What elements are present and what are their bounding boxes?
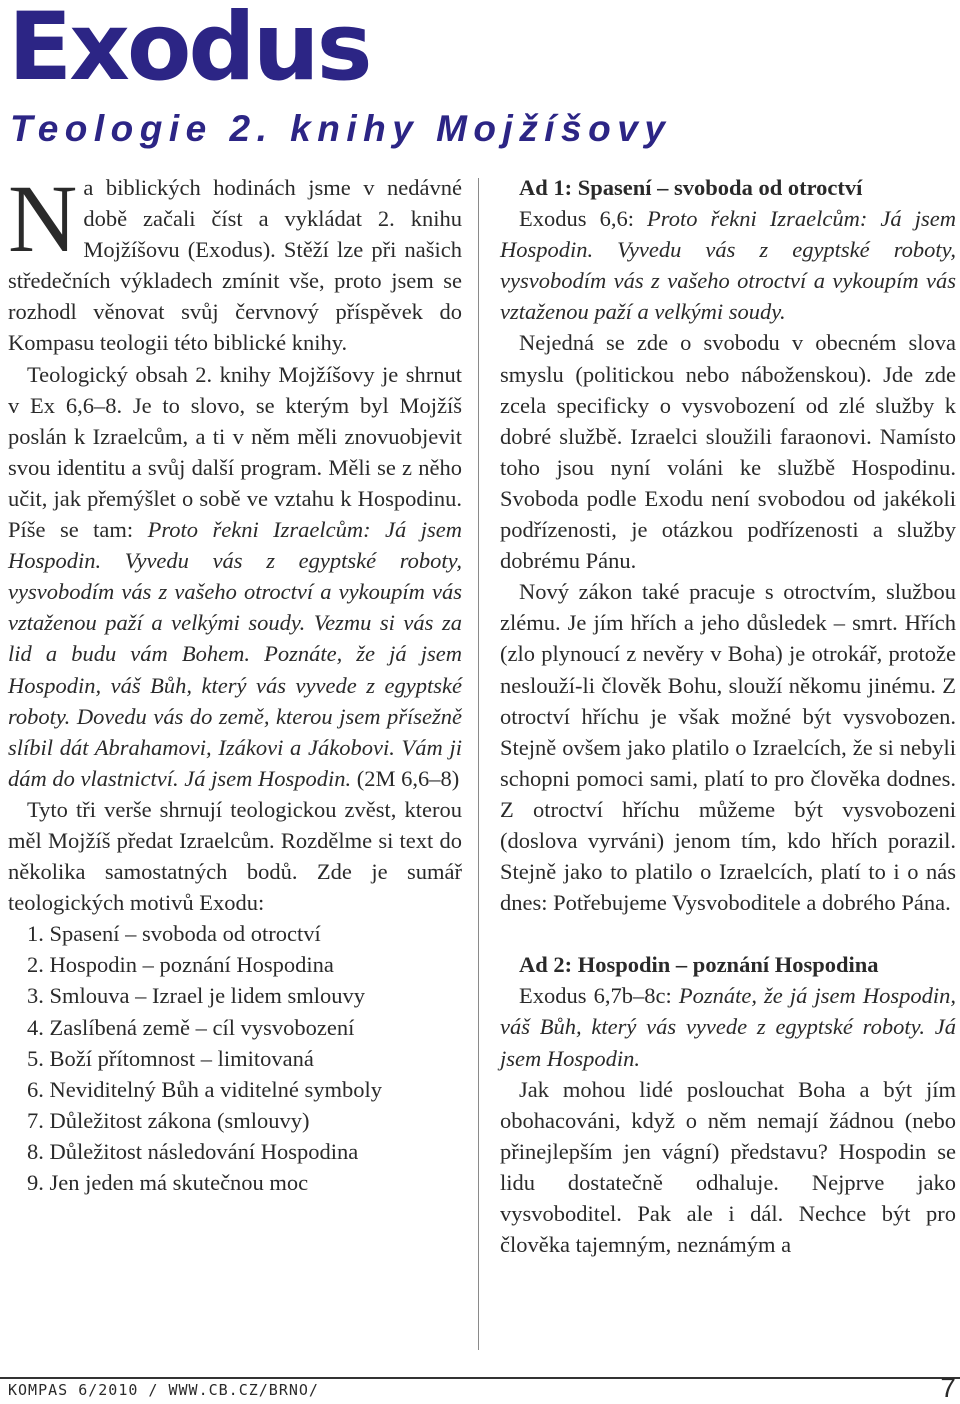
paragraph-text: Teologický obsah 2. knihy Mojžíšovy je shrnut v Ex 6,6–8. Je to slovo, se kterým byl Mojžíš poslán k Izraelcům, a ti v něm měli znovuobjevit svou identitu a svůj další program. Měli se z něho učit, jak přemýšlet o sobě ve vztahu k Hospodinu. Píše se tam: — [8, 361, 462, 543]
list-item: 3. Smlouva – Izrael je lidem smlouvy — [27, 983, 366, 1009]
list-item: 7. Důležitost zákona (smlouvy) — [27, 1107, 310, 1133]
scripture-quote: Proto řekni Izraelcům: Já jsem Hospodin. Vyvedu vás z egyptské roboty, vysvobodím vás z vašeho otroctví a vykoupím vás vztaženou paží a velkými soudy. Vezmu si vás za lid a budu vám Bohem. Poznáte, že já jsem Hospodin, váš Bůh, který vás vyvede z egyptské roboty. Dovedu vás do země, kterou jsem přísežně slíbil dát Abrahamovi, Izákovi a Jákobovi. Vám ji dám do vlastnictví. Já jsem Hospodin. — [8, 517, 462, 791]
page-number: 7 — [940, 1372, 956, 1403]
paragraph: Nový zákon také pracuje s otroctvím, službou zlému. Je jím hřích a jeho důsledek – smrt. Hřích (zlo plynoucí z nevěry v Boha) je otrokář, protože neslouží-li člověk Bohu, slouží někomu jinému. Z otroctví hříchu je však možné být vysvobozen. Stejně ovšem jako platilo o Izraelcích, že si nebyli schopni pomoci sami, platí to pro člověka dodnes. Z otroctví hříchu můžeme být vysvobozeni (doslova vyrváni) jenom tím, kdo hřích porazil. Stejně jako to platilo o Izraelcích, platí to i o nás dnes: Potřebujeme Vysvoboditele a dobrého Pána. — [500, 579, 956, 916]
magazine-title: Exodus — [8, 0, 370, 102]
scripture-paragraph-1 — [500, 203, 956, 327]
list-item: 1. Spasení – svoboda od otroctví — [27, 921, 321, 947]
scripture-paragraph-2 — [500, 980, 956, 1073]
list-item: 4. Zaslíbená země – cíl vysvobození — [27, 1014, 355, 1040]
article-subtitle: Teologie 2. knihy Mojžíšovy — [10, 108, 672, 149]
list-item: 2. Hospodin – poznání Hospodina — [27, 952, 334, 978]
list-item: 9. Jen jeden má skutečnou moc — [27, 1170, 309, 1195]
paragraph: Jak mohou lidé poslouchat Boha a být jím obohacováni, když o něm nemají žádnou (nebo přinejlepším jen vágní) představu? Hospodin se lidu dostatečně odhaluje. Nejprve jako vysvoboditel. Pak ale i dál. Nechce být pro člověka tajemným, neznámým a — [500, 1076, 956, 1258]
paragraph: Nejedná se zde o svobodu v obecném slova smyslu (politickou nebo náboženskou). Jde zde zcela specificky o vysvobození od zlé služby k dobré službě. Izraelci sloužili faraonovi. Namísto toho jsou nyní voláni ke službě Hospodinu. Svoboda podle Exodu není svobodou od jakékoli podřízenosti, je otázkou podřízenosti a služby dobrému Pánu. — [500, 330, 956, 574]
footer-rule — [0, 1377, 960, 1379]
section-heading-2: Ad 2: Hospodin – poznání Hospodina — [519, 952, 879, 978]
list-item: 5. Boží přítomnost – limitovaná — [27, 1045, 314, 1071]
footer-publication: KOMPAS 6/2010 / WWW.CB.CZ/BRNO/ — [8, 1381, 319, 1399]
scripture-reference: Exodus 6,7b–8c: — [519, 983, 679, 1009]
list-item: 6. Neviditelný Bůh a viditelné symboly — [27, 1076, 382, 1102]
scripture-reference: (2M 6,6–8) — [351, 765, 460, 791]
paragraph-themes-intro: Tyto tři verše shrnují teologickou zvěst, kterou měl Mojžíš předat Izraelcům. Rozdělme si text do několika samostatných bodů. Zde je sumář teologických motivů Exodu: — [8, 796, 462, 916]
right-column — [500, 172, 956, 1260]
paragraph-theology-summary — [8, 359, 462, 794]
scripture-reference: Exodus 6,6: — [519, 206, 648, 232]
section-spacer — [500, 918, 956, 949]
drop-cap: N — [8, 165, 78, 272]
list-item: 8. Důležitost následování Hospodina — [27, 1138, 359, 1164]
left-column — [8, 165, 462, 1198]
intro-paragraph — [8, 165, 462, 359]
intro-text: a biblických hodinách jsme v nedávné době začali číst a vykládat 2. knihu Mojžíšovu (Exodus). Stěží lze při našich středečních výkladech zmínit vše, proto jsem se rozhodl věnovat svůj červnový příspěvek do Kompasu teologii této biblické knihy. — [8, 175, 462, 356]
section-heading-1: Ad 1: Spasení – svoboda od otroctví — [519, 175, 863, 200]
scripture-quote: Proto řekni Izraelcům: Já jsem Hospodin. Vyvedu vás z egyptské roboty, vysvobodím vás z vašeho otroctví a vykoupím vás vztaženou paží a velkými soudy. — [500, 206, 956, 325]
scripture-quote: Poznáte, že já jsem Hospodin, váš Bůh, který vás vyvede z egyptské roboty. Já jsem Hospodin. — [500, 983, 956, 1071]
themes-list — [8, 918, 462, 1198]
column-divider — [478, 178, 479, 1350]
